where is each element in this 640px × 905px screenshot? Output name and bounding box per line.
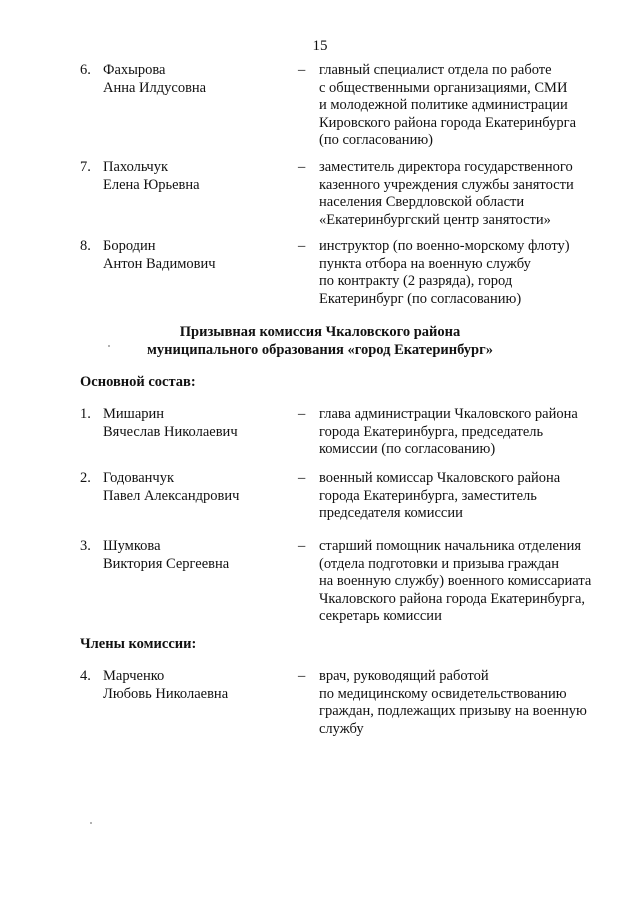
dash-separator: – — [298, 159, 306, 175]
person-name — [103, 238, 216, 273]
description-line: Чкаловского района города Екатеринбурга, — [319, 590, 586, 607]
position-description — [319, 159, 619, 229]
description-line: по медицинскому освидетельствованию — [319, 685, 567, 702]
description-line: пункта отбора на военную службу — [319, 255, 531, 272]
description-line: (по согласованию) — [319, 132, 433, 148]
description-line: старший помощник начальника отделения — [319, 538, 582, 554]
description-line: «Екатеринбургский центр занятости» — [319, 211, 551, 228]
description-line: службу — [319, 720, 364, 737]
section-heading-line: муниципального образования «город Екатеринбург» — [147, 341, 493, 358]
description-line: с общественными организациями, СМИ — [319, 79, 568, 96]
section-heading-line: Призывная комиссия Чкаловского района — [179, 324, 461, 340]
description-line: заместитель директора государственного — [319, 159, 573, 175]
surname: Марченко — [103, 668, 165, 684]
dash-separator: – — [298, 238, 306, 254]
position-description — [319, 470, 619, 523]
position-description — [319, 668, 619, 738]
given-names: Анна Илдусовна — [103, 79, 207, 96]
description-line: главный специалист отдела по работе — [319, 62, 552, 78]
description-line: города Екатеринбурга, заместитель — [319, 487, 537, 504]
entry-number: 6. — [80, 62, 91, 78]
entry-number: 8. — [80, 238, 91, 254]
person-name — [103, 538, 229, 573]
person-name — [103, 62, 206, 97]
dash-separator: – — [298, 538, 306, 554]
description-line: по контракту (2 разряда), город — [319, 273, 513, 289]
given-names: Антон Вадимович — [103, 255, 216, 272]
position-description — [319, 406, 619, 459]
description-line: военный комиссар Чкаловского района — [319, 470, 561, 486]
dash-separator: – — [298, 406, 306, 422]
given-names: Вячеслав Николаевич — [103, 423, 238, 440]
dash-separator: – — [298, 62, 306, 78]
description-line: (отдела подготовки и призыва граждан — [319, 555, 559, 572]
person-name — [103, 668, 228, 703]
entry-number: 1. — [80, 406, 91, 422]
description-line: Кировского района города Екатеринбурга — [319, 114, 577, 131]
description-line: на военную службу) военного комиссариата — [319, 573, 592, 589]
surname: Годованчук — [103, 470, 175, 486]
position-description — [319, 538, 619, 626]
description-line: граждан, подлежащих призыву на военную — [319, 703, 587, 719]
position-description — [319, 62, 619, 150]
description-line: комиссии (по согласованию) — [319, 441, 496, 457]
description-line: глава администрации Чкаловского района — [319, 406, 578, 422]
entry-number: 4. — [80, 668, 91, 684]
section-heading — [0, 324, 640, 359]
surname: Фахырова — [103, 62, 166, 78]
person-name — [103, 470, 239, 505]
scan-speck — [90, 822, 92, 824]
description-line: Екатеринбург (по согласованию) — [319, 290, 522, 307]
description-line: населения Свердловской области — [319, 194, 525, 210]
description-line: инструктор (по военно-морскому флоту) — [319, 238, 570, 254]
surname: Пахольчук — [103, 159, 168, 175]
dash-separator: – — [298, 668, 306, 684]
description-line: председателя комиссии — [319, 505, 463, 521]
surname: Шумкова — [103, 538, 161, 554]
scan-speck — [108, 345, 110, 347]
entry-number: 3. — [80, 538, 91, 554]
main-composition-label: Основной состав: — [80, 374, 196, 390]
person-name — [103, 159, 200, 194]
description-line: казенного учреждения службы занятости — [319, 176, 574, 193]
description-line: врач, руководящий работой — [319, 668, 489, 684]
given-names: Виктория Сергеевна — [103, 555, 230, 572]
surname: Бородин — [103, 238, 156, 254]
entry-number: 2. — [80, 470, 91, 486]
entry-number: 7. — [80, 159, 91, 175]
surname: Мишарин — [103, 406, 165, 422]
given-names: Любовь Николаевна — [103, 685, 229, 702]
person-name — [103, 406, 238, 441]
description-line: и молодежной политике администрации — [319, 97, 568, 113]
given-names: Елена Юрьевна — [103, 176, 200, 193]
given-names: Павел Александрович — [103, 487, 240, 504]
position-description — [319, 238, 619, 308]
dash-separator: – — [298, 470, 306, 486]
description-line: секретарь комиссии — [319, 608, 442, 624]
description-line: города Екатеринбурга, председатель — [319, 423, 544, 440]
page-number: 15 — [312, 38, 328, 54]
commission-members-label: Члены комиссии: — [80, 636, 197, 652]
